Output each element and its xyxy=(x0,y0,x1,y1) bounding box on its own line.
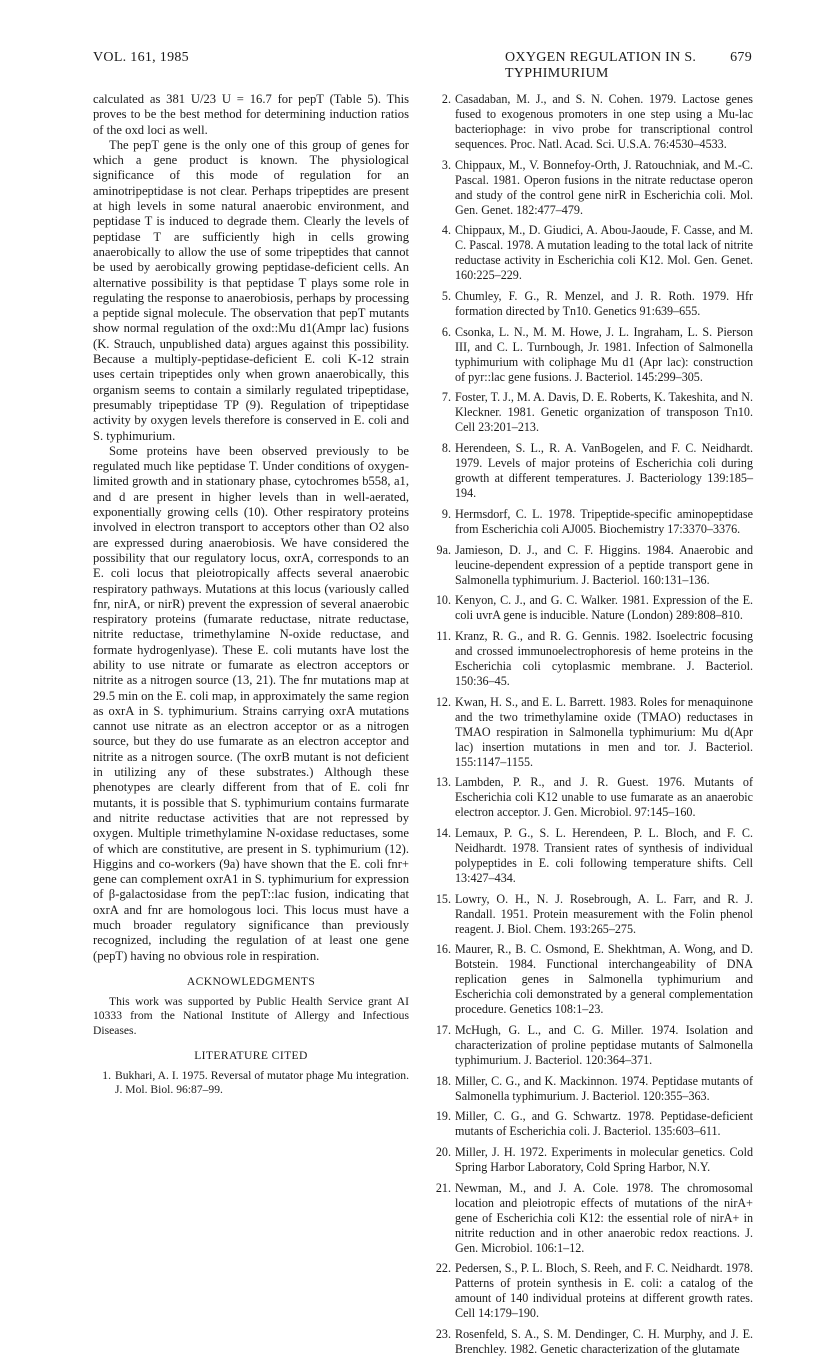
reference-text: Chippaux, M., V. Bonnefoy-Orth, J. Ratouchniak, and M.-C. Pascal. 1981. Operon fusions in the nitrate reductase operon and study of the control gene nirR in Escherichia coli. Mol. Gen. Genet. 182:477–479. xyxy=(455,157,753,217)
reference-item xyxy=(433,158,753,218)
right-column xyxy=(433,92,753,1363)
reference-text: Maurer, R., B. C. Osmond, E. Shekhtman, A. Wong, and D. Botstein. 1984. Functional interchangeability of DNA replication genes in Salmonella typhimurium and Escherichia coli demonstrated by a general complementation procedure. Genetics 108:1–23. xyxy=(455,942,753,1017)
literature-heading: LITERATURE CITED xyxy=(194,1048,308,1062)
reference-item xyxy=(433,593,753,623)
reference-text: Rosenfeld, S. A., S. M. Dendinger, C. H. Murphy, and J. E. Brenchley. 1982. Genetic characterization of the glutamate xyxy=(455,1327,753,1357)
reference-number: 11. xyxy=(436,628,451,643)
reference-number: 20. xyxy=(435,1145,451,1160)
reference-number: 4. xyxy=(441,223,451,238)
reference-item xyxy=(433,507,753,537)
paragraph: Some proteins have been observed previously to be regulated much like peptidase T. Under conditions of oxygen-limited growth and in stationary phase, cytochromes b558, a1, and d are present in higher levels than in well-aerated, exponentially growing cells (10). Other respiratory proteins involved in electron transport to acceptors other than O2 also are expressed during anaerobiosis. We have considered the possibility that our regulatory locus, oxrA, corresponds to an E. coli locus that pleiotropically affects several anaerobic respiratory pathways. Mutations at this locus (variously called fnr, nirA, or nirR) prevent the expression of several anaerobic respiratory proteins (fumarate reductase, nitrate reductase, nitrite reductase, trimethylamine N-oxide reductase, and formate hydrogenlyase). These E. coli mutants have lost the ability to use nitrate or fumarate as electron acceptors or nitrite as a nitrogen source (13, 21). The fnr mutations map at 29.5 min on the E. coli map, in approximately the same region as oxrA in S. typhimurium. Strains carrying oxrA mutations cannot use nitrate as an electron acceptor or as a nitrogen source, but they do use fumarate as an electron acceptor and nitrite as a nitrogen source. (The oxrB mutant is not deficient in utilizing any of these substrates.) Although these phenotypes are clearly different from that of E. coli fnr mutants, it is possible that S. typhimurium contains furmarate and nitrite reductase activities that are not repressed by oxygen. Multiple trimethylamine N-oxidase reductases, some of which are constitutive, are present in S. typhimurium (12). Higgins and co-workers (9a) have shown that the E. coli fnr+ gene can complement oxrA1 in S. typhimurium for expression of β-galactosidase from the pepT::lac fusion, indicating that oxrA and fnr are homologous loci. This locus must have a much broader regulatory significance than previously recognized, including the regulation of at least one gene (pepT) having no obvious role in respiration. xyxy=(93,443,409,963)
running-header xyxy=(93,50,752,81)
reference-text: Lemaux, P. G., S. L. Herendeen, P. L. Bloch, and F. C. Neidhardt. 1978. Transient rates of synthesis of individual polypeptides in E. coli following temperature shifts. Cell 13:427–434. xyxy=(455,825,753,885)
reference-item xyxy=(433,92,753,152)
page-number: 679 xyxy=(730,50,752,65)
reference-text: Newman, M., and J. A. Cole. 1978. The chromosomal location and pleiotropic effects of mutations of the nirA+ gene of Escherichia coli K12: the essential role of nirA+ in nitrite reduction and in other anaerobic redox reactions. J. Gen. Microbiol. 106:1–12. xyxy=(455,1180,753,1255)
reference-number: 7. xyxy=(441,390,451,405)
reference-text: Kranz, R. G., and R. G. Gennis. 1982. Isoelectric focusing and crossed immunoelectrophoresis of heme proteins in the Escherichia coli cytoplasmic membrane. J. Bacteriol. 150:36–45. xyxy=(455,628,753,688)
reference-item xyxy=(433,289,753,319)
reference-item xyxy=(433,1327,753,1357)
reference-number: 6. xyxy=(441,324,451,339)
reference-number: 18. xyxy=(435,1073,451,1088)
reference-text: Csonka, L. N., M. M. Howe, J. L. Ingraham, L. S. Pierson III, and C. L. Turnbough, Jr. 1981. Infection of Salmonella typhimurium with coliphage Mu d1 (Apr lac): construction of pyr::lac gene fusions. J. Bacteriol. 145:299–305. xyxy=(455,324,753,384)
reference-text: Lowry, O. H., N. J. Rosebrough, A. L. Farr, and R. J. Randall. 1951. Protein measurement with the Folin phenol reagent. J. Biol. Chem. 193:265–275. xyxy=(455,891,753,936)
reference-item xyxy=(433,1109,753,1139)
paragraph: The pepT gene is the only one of this group of genes for which a gene product is known. The physiological significance of this mode of regulation for an aminotripeptidase is not clear. Perhaps tripeptides are present at high levels in some natural anaerobic environment, and peptidase T is induced to degrade them. Clearly the levels of peptidase T are sufficiently high in cells growing anaerobically to allow the use of some tripeptides that cannot be used by aerobically growing peptidase-deficient cells. An alternative possibility is that peptidase T plays some role in regulating the response to anaerobiosis, perhaps by processing a peptide signal molecule. The observation that pepT mutants show normal regulation of the oxd::Mu d1(Ampr lac) fusions (K. Strauch, unpublished data) argues against this possibility. Because a multiply-peptidase-deficient E. coli K-12 strain uses certain tripeptides only when grown anaerobically, this organism seems to contain a similarly regulated tripeptidase, presumably tripeptidase TP (9). Regulation of tripeptidase activity by oxygen levels therefore is conserved in E. coli and S. typhimurium. xyxy=(93,137,409,443)
reference-number: 21. xyxy=(435,1180,451,1195)
reference-number: 22. xyxy=(435,1261,451,1276)
reference-text: Lambden, P. R., and J. R. Guest. 1976. Mutants of Escherichia coli K12 unable to use fumarate as an anaerobic electron acceptor. J. Gen. Microbiol. 97:145–160. xyxy=(455,775,753,820)
reference-number: 19. xyxy=(435,1109,451,1124)
reference-number: 1. xyxy=(102,1069,111,1083)
running-title: OXYGEN REGULATION IN S. TYPHIMURIUM xyxy=(505,50,697,81)
reference-number: 9a. xyxy=(436,542,451,557)
reference-number: 5. xyxy=(441,289,451,304)
reference-text: Miller, J. H. 1972. Experiments in molecular genetics. Cold Spring Harbor Laboratory, Cold Spring Harbor, N.Y. xyxy=(455,1145,753,1175)
reference-item xyxy=(433,1074,753,1104)
reference-text: McHugh, G. L., and C. G. Miller. 1974. Isolation and characterization of proline peptidase mutants of Salmonella typhimurium. J. Bacteriol. 120:364–371. xyxy=(455,1023,753,1067)
reference-item xyxy=(433,441,753,501)
reference-number: 16. xyxy=(435,942,451,957)
reference-item xyxy=(433,629,753,689)
reference-item xyxy=(433,1145,753,1175)
reference-text: Bukhari, A. I. 1975. Reversal of mutator phage Mu integration. J. Mol. Biol. 96:87–99. xyxy=(115,1069,409,1097)
reference-item xyxy=(433,1023,753,1068)
reference-number: 23. xyxy=(435,1327,451,1342)
reference-text: Herendeen, S. L., R. A. VanBogelen, and F. C. Neidhardt. 1979. Levels of major proteins of Escherichia coli during growth at different temperatures. J. Bacteriology 139:185–194. xyxy=(455,441,753,501)
acknowledgments-heading: ACKNOWLEDGMENTS xyxy=(186,974,316,988)
reference-text: Casadaban, M. J., and S. N. Cohen. 1979. Lactose genes fused to exogenous promoters in one step using a Mu-lac bacteriophage: in vivo probe for transcriptional control sequences. Proc. Natl. Acad. Sci. U.S.A. 76:4530–4533. xyxy=(455,92,753,151)
reference-number: 8. xyxy=(441,441,451,456)
reference-text: Chumley, F. G., R. Menzel, and J. R. Roth. 1979. Hfr formation directed by Tn10. Genetics 91:639–655. xyxy=(455,289,753,319)
reference-number: 10. xyxy=(435,593,451,608)
reference-item xyxy=(433,1261,753,1321)
reference-text: Foster, T. J., M. A. Davis, D. E. Roberts, K. Takeshita, and N. Kleckner. 1981. Genetic organization of transposon Tn10. Cell 23:201–213. xyxy=(455,390,753,435)
reference-number: 3. xyxy=(441,157,451,172)
reference-number: 9. xyxy=(441,506,451,521)
reference-item xyxy=(433,695,753,770)
reference-item xyxy=(433,325,753,385)
left-column xyxy=(93,92,409,1103)
reference-text: Miller, C. G., and K. Mackinnon. 1974. Peptidase mutants of Salmonella typhimurium. J. Bacteriol. 120:355–363. xyxy=(455,1073,753,1103)
reference-item xyxy=(433,1181,753,1256)
volume-label: VOL. 161, 1985 xyxy=(93,50,189,65)
reference-item xyxy=(433,390,753,435)
reference-item xyxy=(93,1069,409,1097)
reference-item xyxy=(433,543,753,588)
reference-number: 12. xyxy=(435,694,451,709)
reference-number: 17. xyxy=(435,1023,451,1037)
acknowledgments-text: This work was supported by Public Health Service grant AI 10333 from the National Institute of Allergy and Infectious Diseases. xyxy=(93,995,409,1037)
reference-item xyxy=(433,892,753,937)
reference-text: Chippaux, M., D. Giudici, A. Abou-Jaoude, F. Casse, and M. C. Pascal. 1978. A mutation leading to the total lack of nitrite reductase activity in Escherichia coli K12. Mol. Gen. Genet. 160:225–229. xyxy=(455,223,753,283)
reference-item xyxy=(433,223,753,283)
reference-text: Jamieson, D. J., and C. F. Higgins. 1984. Anaerobic and leucine-dependent expression of a peptide transport gene in Salmonella typhimurium. J. Bacteriol. 160:131–136. xyxy=(455,542,753,587)
reference-text: Pedersen, S., P. L. Bloch, S. Reeh, and F. C. Neidhardt. 1978. Patterns of protein synthesis in E. coli: a catalog of the amount of 140 individual proteins at different growth rates. Cell 14:179–190. xyxy=(455,1261,753,1321)
paragraph: calculated as 381 U/23 U = 16.7 for pepT (Table 5). This proves to be the best method for determining induction ratios of the oxd loci as well. xyxy=(93,92,409,137)
reference-item xyxy=(433,826,753,886)
reference-item xyxy=(433,775,753,820)
reference-text: Miller, C. G., and G. Schwartz. 1978. Peptidase-deficient mutants of Escherichia coli. J. Bacteriol. 135:603–611. xyxy=(455,1109,753,1139)
reference-text: Kenyon, C. J., and G. C. Walker. 1981. Expression of the E. coli uvrA gene is inducible. Nature (London) 289:808–810. xyxy=(455,593,753,623)
reference-number: 15. xyxy=(435,891,451,906)
reference-text: Hermsdorf, C. L. 1978. Tripeptide-specific aminopeptidase from Escherichia coli AJ005. Biochemistry 17:3370–3376. xyxy=(455,506,753,536)
reference-number: 2. xyxy=(441,92,451,106)
reference-number: 14. xyxy=(435,825,451,840)
reference-number: 13. xyxy=(435,775,451,790)
reference-text: Kwan, H. S., and E. L. Barrett. 1983. Roles for menaquinone and the two trimethylamine oxide (TMAO) reductases in TMAO respiration in Salmonella typhimurium: Mu d(Apr lac) insertion mutations in men and tor. J. Bacteriol. 155:1147–1155. xyxy=(455,694,753,769)
reference-item xyxy=(433,942,753,1017)
